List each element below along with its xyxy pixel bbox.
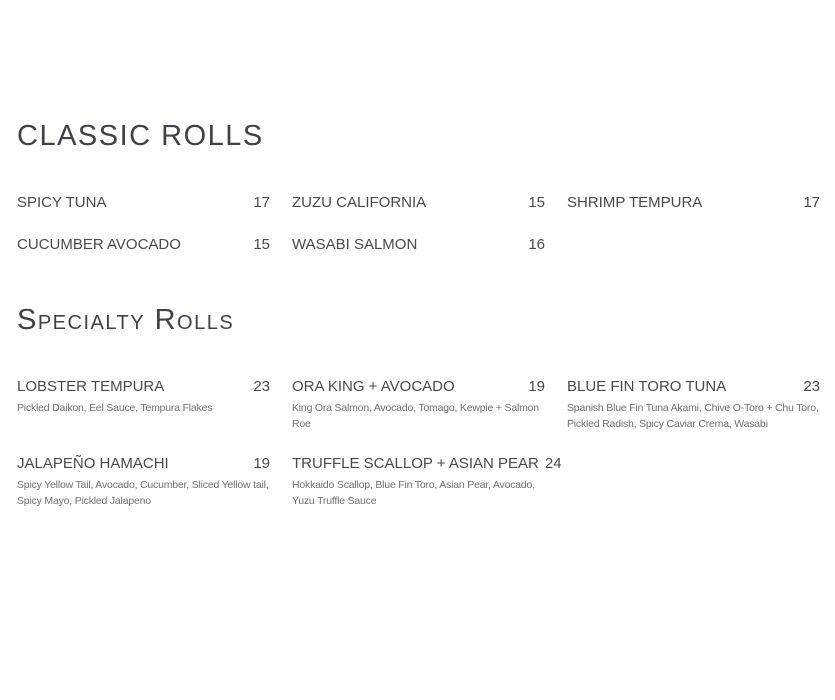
item-description: Hokkaido Scallop, Blue Fin Toro, Asian Pear, Avocado, Yuzu Truffle Sauce <box>292 479 535 507</box>
item-price: 17 <box>253 194 270 211</box>
item-description: King Ora Salmon, Avocado, Tomago, Kewpie + Salmon Roe <box>292 402 539 430</box>
menu-item-head <box>292 235 545 255</box>
item-name: ORA KING + AVOCADO <box>292 378 455 395</box>
section-items-grid <box>17 377 820 509</box>
item-price: 19 <box>528 378 545 395</box>
menu-item-head <box>17 377 270 397</box>
menu-item <box>567 193 820 213</box>
item-description: Spanish Blue Fin Tuna Akami, Chive O-Toro + Chu Toro, Pickled Radish, Spicy Caviar Crema, Wasabi <box>567 402 819 430</box>
menu-section <box>17 120 820 255</box>
menu-item <box>292 377 545 432</box>
item-description: Spicy Yellow Tail, Avocado, Cucumber, Sliced Yellow tail, Spicy Mayo, Pickled Jalapeno <box>17 479 269 507</box>
menu-item <box>17 193 270 213</box>
item-price: 23 <box>803 378 820 395</box>
item-name: BLUE FIN TORO TUNA <box>567 378 727 395</box>
menu-item-head <box>292 193 545 213</box>
item-price: 15 <box>253 236 270 253</box>
item-description: Pickled Daikon, Eel Sauce, Tempura Flakes <box>17 402 213 414</box>
menu-item-head <box>17 454 270 474</box>
menu-section <box>17 304 820 509</box>
item-price: 19 <box>253 455 270 472</box>
menu-item <box>17 377 270 416</box>
menu-item-head <box>567 193 820 213</box>
menu-item <box>17 235 270 255</box>
item-name: TRUFFLE SCALLOP + ASIAN PEAR <box>292 455 539 472</box>
item-name: LOBSTER TEMPURA <box>17 378 165 395</box>
menu-item-head <box>567 377 820 397</box>
menu-item-head <box>17 235 270 255</box>
item-name: CUCUMBER AVOCADO <box>17 236 181 253</box>
menu-item <box>292 235 545 255</box>
section-items-grid <box>17 193 820 255</box>
menu-item <box>17 454 270 509</box>
item-name: JALAPEÑO HAMACHI <box>17 455 169 472</box>
item-price: 15 <box>528 194 545 211</box>
menu-item <box>567 377 820 432</box>
item-name: SPICY TUNA <box>17 194 107 211</box>
item-name: ZUZU CALIFORNIA <box>292 194 427 211</box>
menu-item-head <box>292 377 545 397</box>
section-title: CLASSIC ROLLS <box>17 120 264 152</box>
menu-item-head <box>17 193 270 213</box>
item-price: 16 <box>528 236 545 253</box>
item-name: WASABI SALMON <box>292 236 418 253</box>
item-price: 23 <box>253 378 270 395</box>
menu-item-head <box>292 454 562 474</box>
item-price: 24 <box>544 455 562 472</box>
item-name: SHRIMP TEMPURA <box>567 194 703 211</box>
item-price: 17 <box>803 194 820 211</box>
menu-item <box>292 193 545 213</box>
section-title: Specialty Rolls <box>17 304 235 336</box>
menu-item <box>292 454 562 509</box>
